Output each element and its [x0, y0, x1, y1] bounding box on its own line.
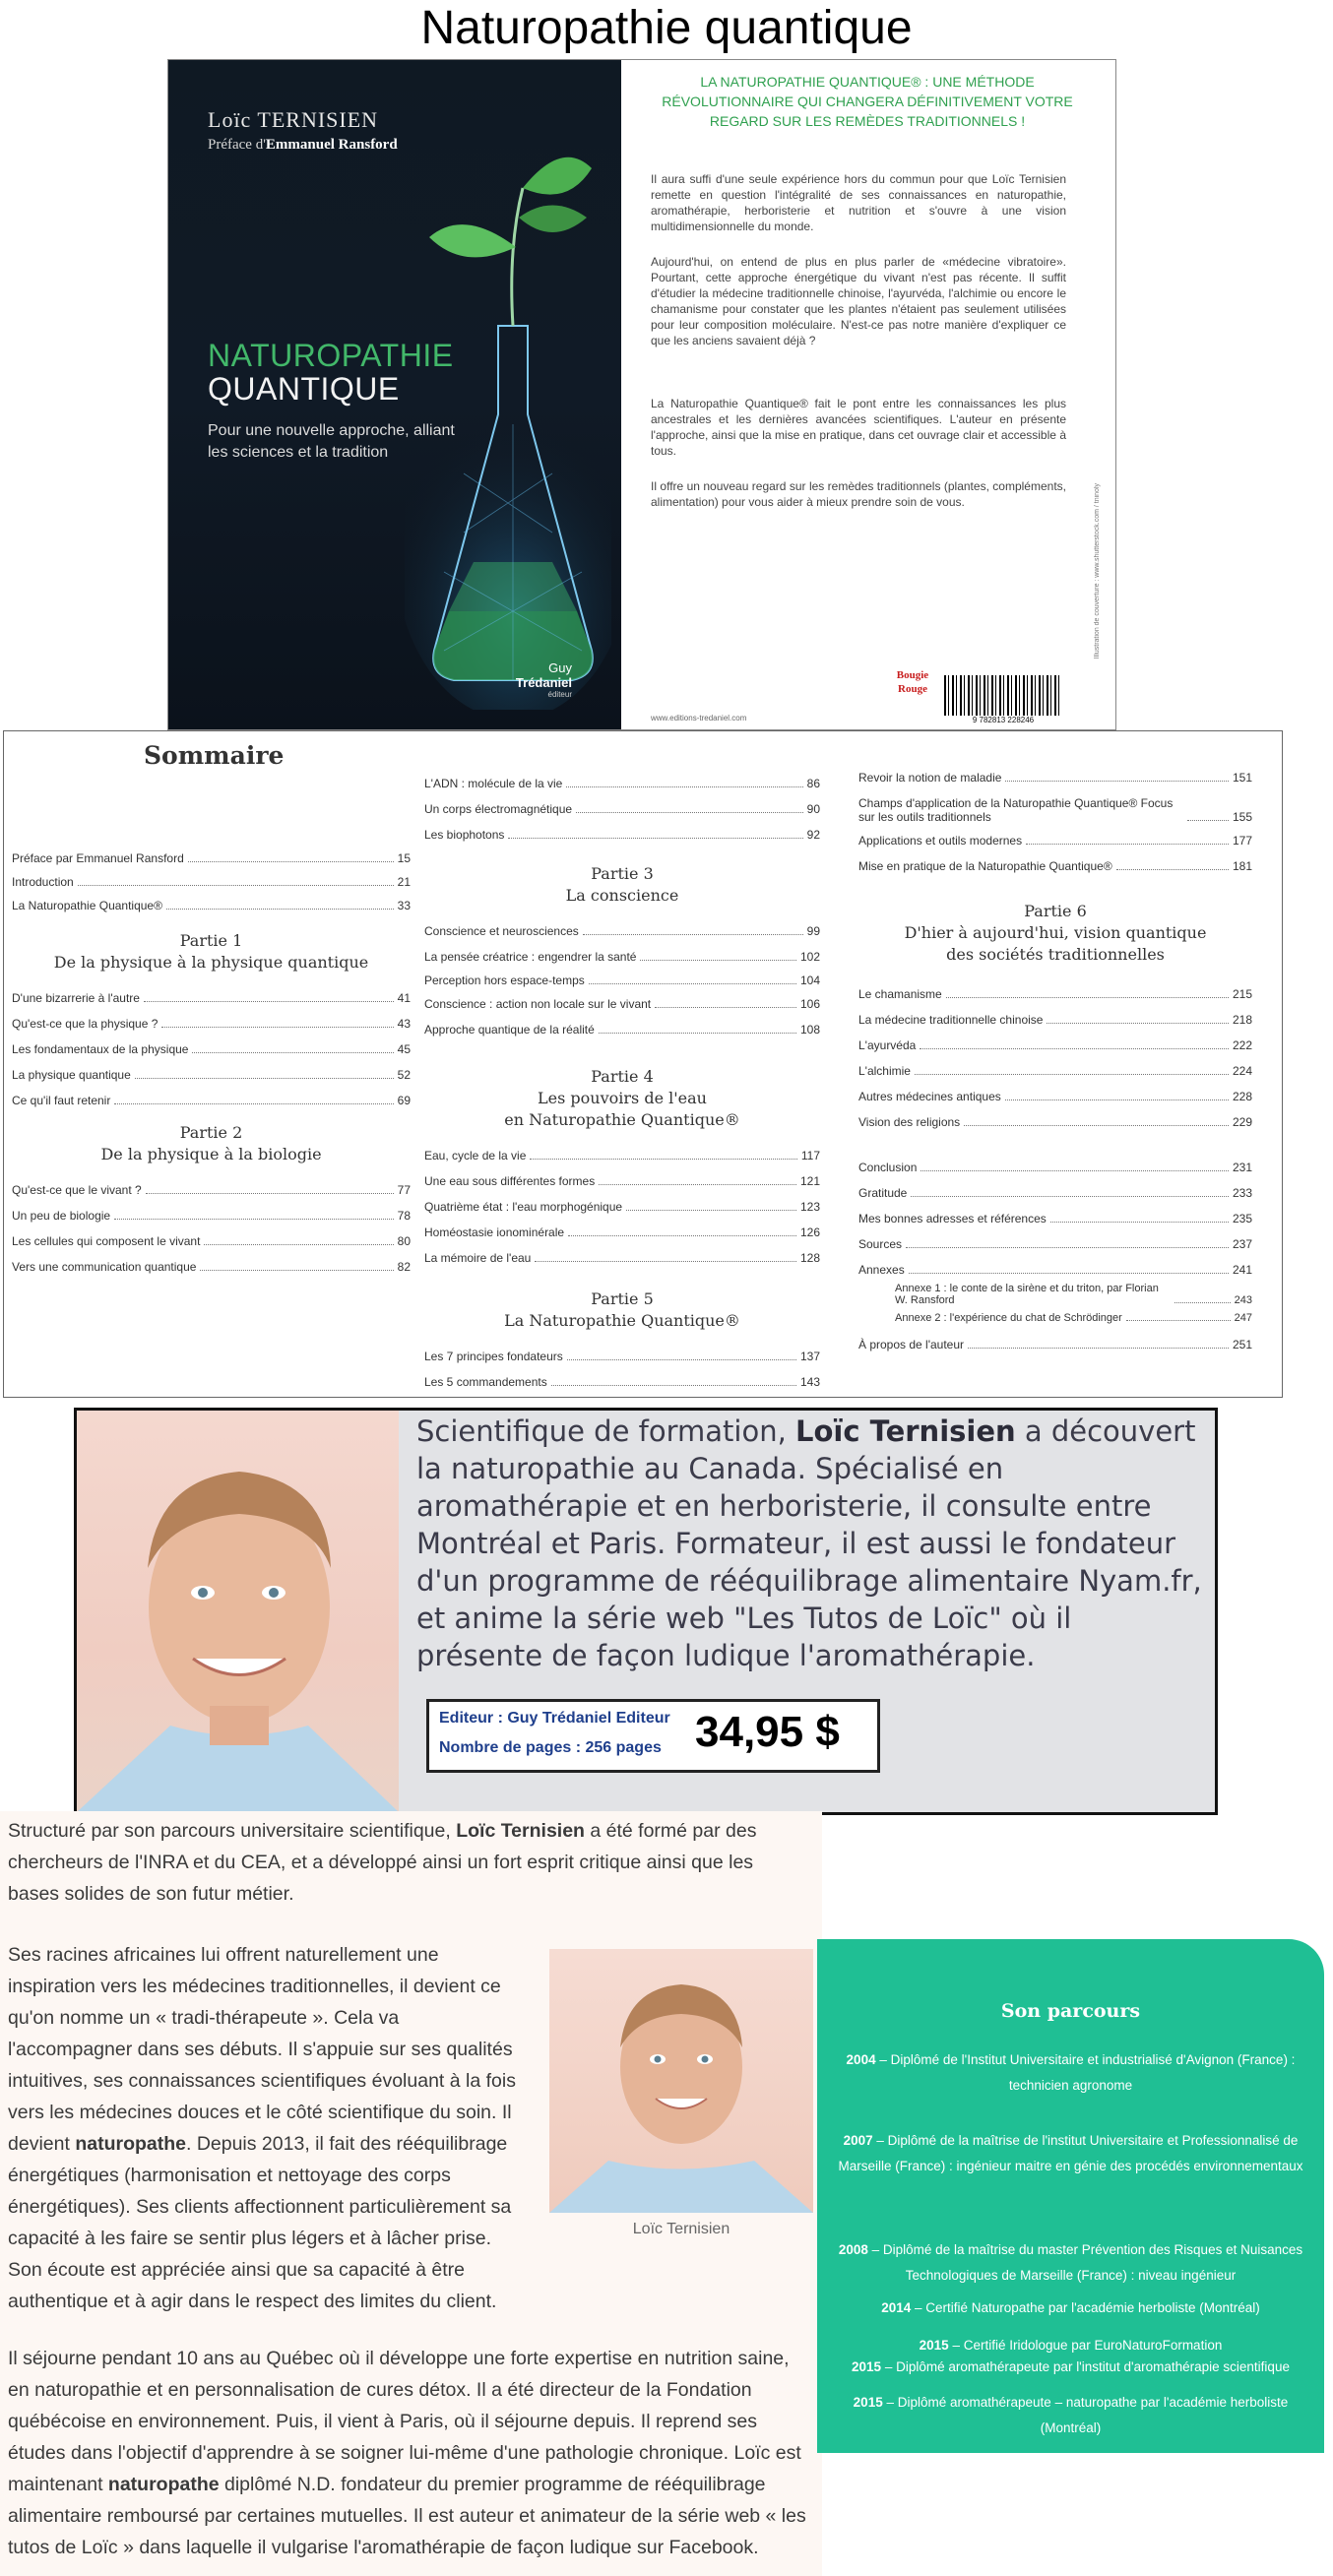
author-info-box	[74, 1408, 1218, 1815]
toc-entry: La mémoire de l'eau 128	[424, 1251, 820, 1265]
toc-entry: À propos de l'auteur 251	[858, 1338, 1252, 1351]
toc-entry: Préface par Emmanuel Ransford 15	[12, 851, 411, 865]
toc-entry: Applications et outils modernes 177	[858, 834, 1252, 848]
cover-publisher: Guy Trédaniel éditeur	[515, 660, 572, 699]
toc-entry: Sources 237	[858, 1237, 1252, 1251]
parcours-item: 2004 – Diplômé de l'Institut Universitaire et industrialisé d'Avignon (France) : technicien agronome	[846, 2052, 1296, 2093]
toc-part-heading: Partie 2 De la physique à la biologie	[100, 1123, 322, 1163]
cover-subtitle: Pour une nouvelle approche, alliant les sciences et la tradition	[208, 422, 455, 461]
toc-entry: Eau, cycle de la vie 117	[424, 1149, 820, 1162]
back-headline: LA NATUROPATHIE QUANTIQUE® : UNE MÉTHODE RÉVOLUTIONNAIRE QUI CHANGERA DÉFINITIVEMENT VOTRE REGARD SUR LES REMÈDES TRADITIONNELS !	[662, 74, 1073, 129]
book-back-cover	[621, 60, 1115, 729]
book-price: 34,95 $	[695, 1708, 840, 1756]
toc-entry: Les cellules qui composent le vivant 80	[12, 1234, 411, 1248]
toc-entry: Perception hors espace-temps 104	[424, 974, 820, 987]
cover-title-line1: NATUROPATHIE	[208, 338, 454, 373]
back-paragraph: Il aura suffi d'une seule expérience hors du commun pour que Loïc Ternisien remette en question l'intégralité de ses connaissances en naturopathie, aromathérapie, herboristerie et nutrition et s'ouvre à une vision multidimensionnelle du monde.	[651, 172, 1066, 233]
toc-entry: Approche quantique de la réalité 108	[424, 1023, 820, 1037]
publisher-info: Editeur : Guy Trédaniel Editeur	[439, 1710, 670, 1727]
toc-entry: Les fondamentaux de la physique 45	[12, 1042, 411, 1056]
toc-entry: Conclusion 231	[858, 1161, 1252, 1174]
toc-entry: La Naturopathie Quantique® 33	[12, 899, 411, 912]
toc-part-heading: Partie 6 D'hier à aujourd'hui, vision quantique des sociétés traditionnelles	[904, 902, 1207, 964]
bougie-rouge-logo: Bougie Rouge	[896, 669, 929, 695]
bio-paragraph: Il séjourne pendant 10 ans au Québec où il développe une forte expertise en nutrition saine, en naturopathie et en personnalisation de cures détox. Il a été directeur de la Fondation québécoise en environnement. Puis, il vient à Paris, où il séjourne depuis. Il reprend ses études dans l'objectif d'apprendre à se soigner lui-même d'une pathologie chronique. Loïc est maintenant naturopathe diplômé N.D. fondateur du premier programme de rééquilibrage alimentaire remboursé par certaines mutuelles. Il est auteur et animateur de la série web « les tutos de Loïc » dans laquelle il vulgarise l'aromathérapie de façon ludique sur Facebook.	[8, 2348, 806, 2558]
toc-entry: Introduction 21	[12, 875, 411, 889]
toc-entry: Mise en pratique de la Naturopathie Quantique® 181	[858, 859, 1252, 873]
toc-entry: Les 5 commandements 143	[424, 1375, 820, 1389]
toc-entry: Les 7 principes fondateurs 137	[424, 1350, 820, 1363]
cover-illustration-credit: Illustration de couverture : www.shutterstock.com / tninoly	[1094, 483, 1101, 660]
parcours-title: Son parcours	[1000, 2000, 1141, 2022]
parcours-item: 2015 – Diplômé aromathérapeute – naturopathe par l'académie herboliste (Montréal)	[853, 2395, 1289, 2435]
toc-entry: Conscience : action non locale sur le vivant 106	[424, 997, 820, 1011]
table-of-contents	[3, 730, 1283, 1398]
book-cover	[167, 59, 1116, 730]
parcours-item: 2007 – Diplômé de la maîtrise de l'institut Universitaire et Professionnalisé de Marseille (France) : ingénieur maitre en génie des procédés environnementaux	[838, 2133, 1303, 2173]
toc-entry: L'ayurvéda 222	[858, 1038, 1252, 1052]
toc-entry: Vers une communication quantique 82	[12, 1260, 411, 1274]
barcode-number: 9 782813 228246	[944, 716, 1062, 724]
toc-entry: L'ADN : molécule de la vie 86	[424, 777, 820, 790]
bio-paragraph: Structuré par son parcours universitaire scientifique, Loïc Ternisien a été formé par des chercheurs de l'INRA et du CEA, et a développé ainsi un fort esprit critique ainsi que les bases solides de son futur métier.	[8, 1820, 757, 1905]
author-photo-small	[549, 1949, 813, 2213]
cover-title-line2: QUANTIQUE	[208, 371, 400, 407]
parcours-item: 2015 – Certifié Iridologue par EuroNaturoFormation	[919, 2338, 1223, 2353]
toc-entry: Champs d'application de la Naturopathie Quantique® Focus sur les outils traditionnels 155	[858, 796, 1252, 824]
cover-preface: Préface d'Emmanuel Ransford	[208, 137, 398, 153]
toc-entry: D'une bizarrerie à l'autre 41	[12, 991, 411, 1005]
toc-entry: Gratitude 233	[858, 1186, 1252, 1200]
toc-entry: La pensée créatrice : engendrer la santé 102	[424, 950, 820, 964]
toc-entry: Qu'est-ce que le vivant ? 77	[12, 1183, 411, 1197]
toc-entry: Le chamanisme 215	[858, 987, 1252, 1001]
toc-entry: La physique quantique 52	[12, 1068, 411, 1082]
toc-part-heading: Partie 4 Les pouvoirs de l'eau en Naturopathie Quantique®	[504, 1067, 740, 1129]
toc-entry: Autres médecines antiques 228	[858, 1090, 1252, 1103]
toc-part-heading: Partie 5 La Naturopathie Quantique®	[504, 1289, 740, 1330]
toc-entry: Homéostasie ionominérale 126	[424, 1225, 820, 1239]
book-info-box	[426, 1699, 880, 1773]
parcours-item: 2008 – Diplômé de la maîtrise du master Prévention des Risques et Nuisances Technologiques de Marseille (France) : niveau ingénieur	[838, 2242, 1303, 2283]
parcours-box-extension	[817, 2355, 1324, 2453]
parcours-item: 2014 – Certifié Naturopathe par l'académie herboliste (Montréal)	[881, 2300, 1260, 2315]
back-paragraph: Il offre un nouveau regard sur les remèdes traditionnels (plantes, compléments, alimentation) pour vous aider à mieux prendre soin de vous.	[651, 479, 1066, 509]
cover-author: Loïc TERNISIEN	[208, 107, 379, 132]
toc-entry: La médecine traditionnelle chinoise 218	[858, 1013, 1252, 1027]
toc-entry: Un peu de biologie 78	[12, 1209, 411, 1223]
parcours-item: 2015 – Diplômé aromathérapeute par l'institut d'aromathérapie scientifique	[852, 2359, 1290, 2374]
toc-part-heading: Partie 1 De la physique à la physique quantique	[53, 931, 369, 972]
toc-entry: Les biophotons 92	[424, 828, 820, 842]
publisher-url: www.editions-tredaniel.com	[651, 714, 747, 723]
toc-entry: Un corps électromagnétique 90	[424, 802, 820, 816]
flask-illustration	[405, 99, 611, 710]
toc-entry: Annexe 1 : le conte de la sirène et du triton, par Florian W. Ransford 243	[895, 1283, 1252, 1306]
toc-entry: Revoir la notion de maladie 151	[858, 771, 1252, 785]
toc-entry: Qu'est-ce que la physique ? 43	[12, 1017, 411, 1031]
toc-entry: Annexe 2 : l'expérience du chat de Schrödinger 247	[895, 1312, 1252, 1324]
toc-entry: L'alchimie 224	[858, 1064, 1252, 1078]
toc-part-heading: Partie 3 La conscience	[565, 864, 679, 905]
back-paragraph: La Naturopathie Quantique® fait le pont entre les connaissances les plus ancestrales et les dernières avancées scientifiques. L'auteur en présente l'approche, ainsi que la mise en pratique, dans cet ouvrage clair et accessible à tous.	[651, 397, 1066, 458]
author-bio: Scientifique de formation, Loïc Ternisien a découvert la naturopathie au Canada. Spécialisé en aromathérapie et en herboristerie, il consulte entre Montréal et Paris. Formateur, il est aussi le fondateur d'un programme de rééquilibrage alimentaire Nyam.fr, et anime la série web "Les Tutos de Loïc" où il présente de façon ludique l'aromathérapie.	[416, 1414, 1202, 1672]
toc-entry: Annexes 241	[858, 1263, 1252, 1277]
author-photo	[77, 1411, 399, 1812]
toc-entry: Conscience et neurosciences 99	[424, 924, 820, 938]
toc-entry: Vision des religions 229	[858, 1115, 1252, 1129]
back-paragraph: Aujourd'hui, on entend de plus en plus parler de «médecine vibratoire». Pourtant, cette approche énergétique du vivant n'est pas récente. Il suffit d'étudier la médecine traditionnelle chinoise, l'ayurvéda, l'alchimie ou encore le chamanisme pour constater que les plantes n'étaient pas seulement utilisées pour leur composition moléculaire. N'est-ce pas notre manière d'expliquer ce que les anciens savaient déjà ?	[651, 255, 1066, 347]
toc-entry: Mes bonnes adresses et références 235	[858, 1212, 1252, 1225]
bio-paragraph: Ses racines africaines lui offrent naturellement une inspiration vers les médecines traditionnelles, il devient ce qu'on nomme un « tradi-thérapeute ». Cela va l'accompagner dans ses débuts. Il s'appuie sur ses qualités intuitives, ses connaissances scientifiques évoluant à la fois vers les médecines douces et le côté scientifique du soin. Il devient naturopathe. Depuis 2013, il fait des rééquilibrage énergétiques (harmonisation et nettoyage des corps énergétiques). Ses clients affectionnent particulièrement sa capacité à les faire se sentir plus légers et à lâcher prise. Son écoute est appréciée ainsi que sa capacité à être authentique et à agir dans le respect des limites du client.	[8, 1944, 516, 2312]
toc-entry: Quatrième état : l'eau morphogénique 123	[424, 1200, 820, 1214]
toc-entry: Une eau sous différentes formes 121	[424, 1174, 820, 1188]
photo-caption: Loïc Ternisien	[632, 2221, 730, 2237]
barcode-icon	[944, 675, 1062, 717]
toc-heading: Sommaire	[144, 741, 285, 770]
parcours-box	[817, 1939, 1324, 2390]
toc-entry: Ce qu'il faut retenir 69	[12, 1094, 411, 1107]
page-count-info: Nombre de pages : 256 pages	[439, 1739, 662, 1756]
page-title: Naturopathie quantique	[420, 2, 913, 54]
book-front-cover	[168, 60, 621, 729]
